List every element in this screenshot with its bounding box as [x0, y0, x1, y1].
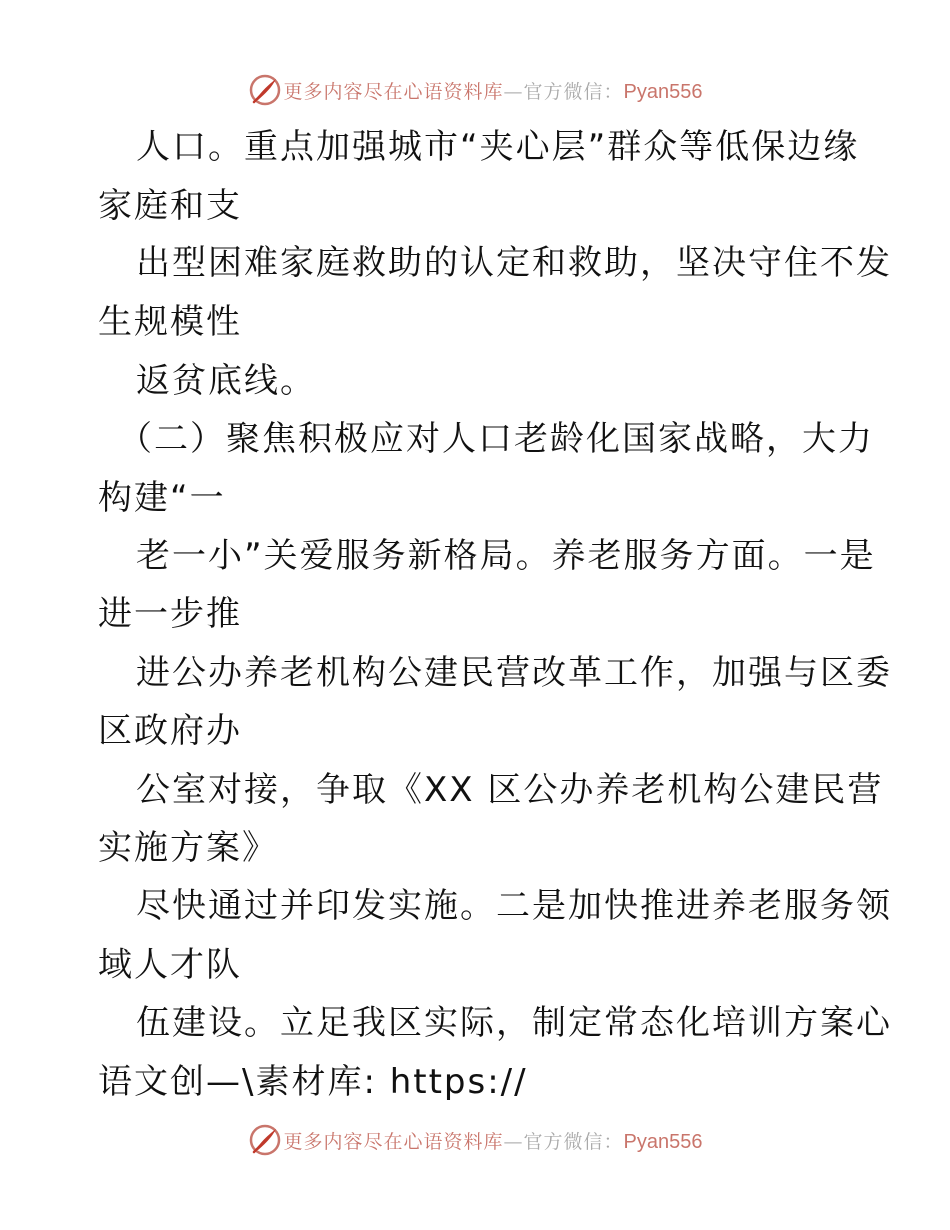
body-line: 生规模性	[98, 302, 242, 342]
body-line: 进一步推	[98, 594, 242, 634]
watermark-label: 官方微信：	[523, 80, 624, 103]
watermark-main-text: 更多内容尽在心语资料库	[283, 80, 504, 103]
body-line: 返贫底线。	[136, 361, 316, 401]
watermark-label: 官方微信：	[523, 1130, 624, 1153]
body-line: 语文创—\素材库: https://	[98, 1062, 528, 1102]
body-line: 进公办养老机构公建民营改革工作，加强与区委	[136, 653, 892, 693]
body-line: 老一小”关爱服务新格局。养老服务方面。一是	[136, 536, 876, 576]
body-line: 人口。重点加强城市“夹心层”群众等低保边缘	[136, 127, 860, 167]
body-line: 区政府办	[98, 711, 242, 751]
body-line: 构建“一	[98, 478, 226, 518]
watermark-wechat-id: Pyan556	[623, 1130, 703, 1153]
watermark-dash: —	[503, 80, 524, 103]
body-line: 家庭和支	[98, 186, 242, 226]
body-line: 出型困难家庭救助的认定和救助，坚决守住不发	[136, 243, 892, 283]
body-line: 公室对接，争取《XX 区公办养老机构公建民营	[136, 770, 884, 810]
body-line: 实施方案》	[98, 828, 278, 868]
quill-logo-icon	[248, 73, 282, 107]
body-line: 域人才队	[98, 945, 242, 985]
body-line: （二）聚焦积极应对人口老龄化国家战略，大力	[118, 419, 874, 459]
body-line: 伍建设。立足我区实际，制定常态化培训方案心	[136, 1003, 892, 1043]
watermark-footer	[0, 1122, 950, 1158]
watermark-main-text: 更多内容尽在心语资料库	[283, 1130, 504, 1153]
quill-logo-icon	[248, 1123, 282, 1157]
watermark-wechat-id: Pyan556	[623, 80, 703, 103]
body-line: 尽快通过并印发实施。二是加快推进养老服务领	[136, 886, 892, 926]
watermark-dash: —	[503, 1130, 524, 1153]
watermark-header	[0, 72, 950, 108]
